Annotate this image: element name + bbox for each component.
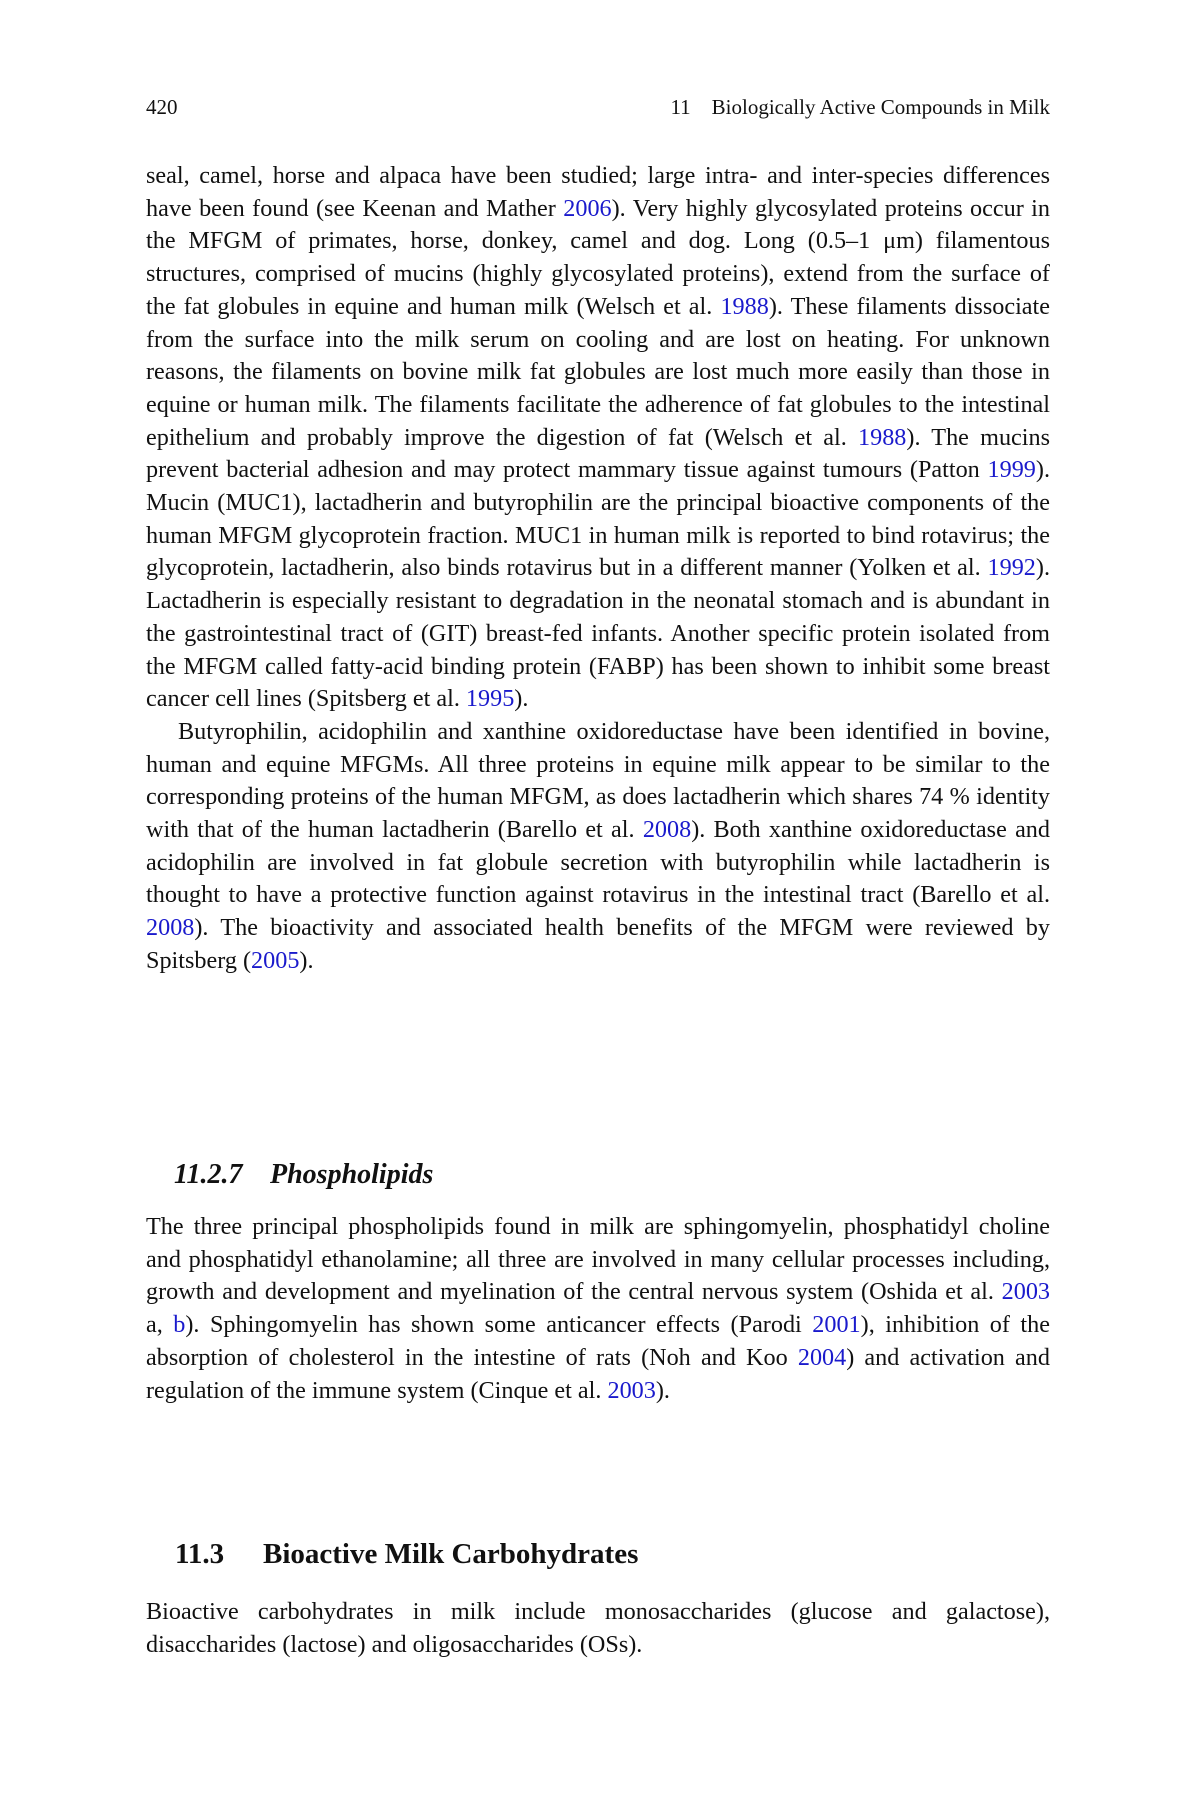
text-run: ). Sphingomyelin has shown some anticancer effects (Parodi: [185, 1311, 813, 1339]
citation-link[interactable]: 2008: [642, 816, 692, 844]
body-text-mfgm: [146, 160, 1050, 978]
paragraph-phospholipids: [146, 1211, 1050, 1407]
citation-link[interactable]: 1995: [465, 685, 515, 713]
text-run: ). These filaments dissociate from the surface into the milk serum on cooling and are lost on heating. For unknown reasons, the filaments on bovine milk fat globules are lost much more easily than those in equine or human milk. The filaments facilitate the adherence of fat globules to the intestinal epithelium and probably improve the digestion of fat (Welsch et al.: [146, 292, 1051, 451]
citation-link[interactable]: 2005: [251, 946, 300, 974]
subsection-number: 11.2.7: [174, 1159, 243, 1190]
text-run: ). The mucins prevent bacterial adhesion and may protect mammary tissue against tumours (Patton: [146, 423, 1050, 484]
citation-link[interactable]: 2003: [1001, 1278, 1050, 1306]
text-run: ).: [299, 946, 314, 974]
citation-link[interactable]: 2008: [146, 914, 195, 942]
text-run: ). The bioactivity and associated health benefits of the MFGM were reviewed by Spitsberg (: [146, 914, 1050, 974]
text-run: ). Lactadherin is especially resistant to degradation in the neonatal stomach and is abundant in the gastrointestinal tract of (GIT) breast-fed infants. Another specific protein isolated from the MFGM called fatty-acid binding protein (FABP) has been shown to inhibit some breast cancer cell lines (Spitsberg et al.: [146, 554, 1050, 713]
citation-link[interactable]: 2004: [797, 1343, 847, 1371]
section-heading-carbohydrates: [146, 1505, 638, 1604]
text-run: ). Very highly glycosylated proteins occur in the MFGM of primates, horse, donkey, camel and dog. Long (0.5–1 μm) filamentous structures, comprised of mucins (highly glycosylated proteins), extend from the surface of the fat globules in equine and human milk (Welsch et al.: [146, 194, 1050, 320]
page-number: 420: [146, 95, 178, 119]
citation-link[interactable]: 1999: [987, 456, 1036, 484]
citation-link[interactable]: 1988: [858, 423, 907, 451]
section-title: Bioactive Milk Carbohydrates: [263, 1538, 639, 1570]
text-run: ), inhibition of the absorption of cholesterol in the intestine of rats (Noh and Koo: [146, 1311, 1050, 1371]
citation-link[interactable]: 2003: [607, 1376, 656, 1404]
text-run: ) and activation and regulation of the immune system (Cinque et al.: [146, 1343, 1050, 1404]
text-run: Bioactive carbohydrates in milk include monosaccharides (glucose and galactose), disaccharides (lactose) and oligosaccharides (OSs).: [146, 1598, 1050, 1658]
body-text-phospholipids: [146, 1211, 1050, 1407]
citation-link[interactable]: 1992: [987, 554, 1036, 582]
paragraph-mfgm-filaments: [146, 160, 1050, 716]
text-run: a,: [146, 1311, 174, 1339]
citation-link[interactable]: 1988: [720, 292, 769, 320]
paragraph-carbohydrates: [146, 1596, 1050, 1661]
text-run: seal, camel, horse and alpaca have been studied; large intra- and inter-species differences have been found (see Keenan and Mather: [146, 162, 1050, 222]
text-run: Butyrophilin, acidophilin and xanthine oxidoreductase have been identified in bovine, human and equine MFGMs. All three proteins in equine milk appear to be similar to the corresponding proteins of the human MFGM, as does lactadherin which shares 74 % identity with that of the human lactadherin (Barello et al.: [146, 717, 1050, 844]
text-run: The three principal phospholipids found in milk are sphingomyelin, phosphatidyl choline and phosphatidyl ethanolamine; all three are involved in many cellular processes including, growth and development and myelination of the central nervous system (Oshida et al.: [146, 1213, 1050, 1306]
section-number: 11.3: [175, 1538, 225, 1570]
text-run: ). Mucin (MUC1), lactadherin and butyrophilin are the principal bioactive components of the human MFGM glycoprotein fraction. MUC1 in human milk is reported to bind rotavirus; the glycoprotein, lactadherin, also binds rotavirus but in a different manner (Yolken et al.: [146, 456, 1050, 582]
running-head: [146, 94, 1050, 120]
body-text-carbohydrates: [146, 1596, 1050, 1661]
paragraph-butyrophilin: [146, 716, 1050, 978]
text-run: ).: [655, 1376, 670, 1404]
text-run: ).: [514, 685, 529, 713]
citation-link[interactable]: 2006: [563, 194, 612, 222]
subsection-heading-phospholipids: [146, 1127, 433, 1223]
citation-link[interactable]: b: [173, 1311, 186, 1339]
text-run: ). Both xanthine oxidoreductase and acidophilin are involved in fat globule secretion with butyrophilin while lactadherin is thought to have a protective function against rotavirus in the intestinal tract (Barello et al.: [146, 816, 1050, 909]
citation-link[interactable]: 2001: [812, 1311, 861, 1339]
subsection-title: Phospholipids: [270, 1159, 434, 1190]
chapter-running-title: 11 Biologically Active Compounds in Milk: [670, 95, 1050, 119]
